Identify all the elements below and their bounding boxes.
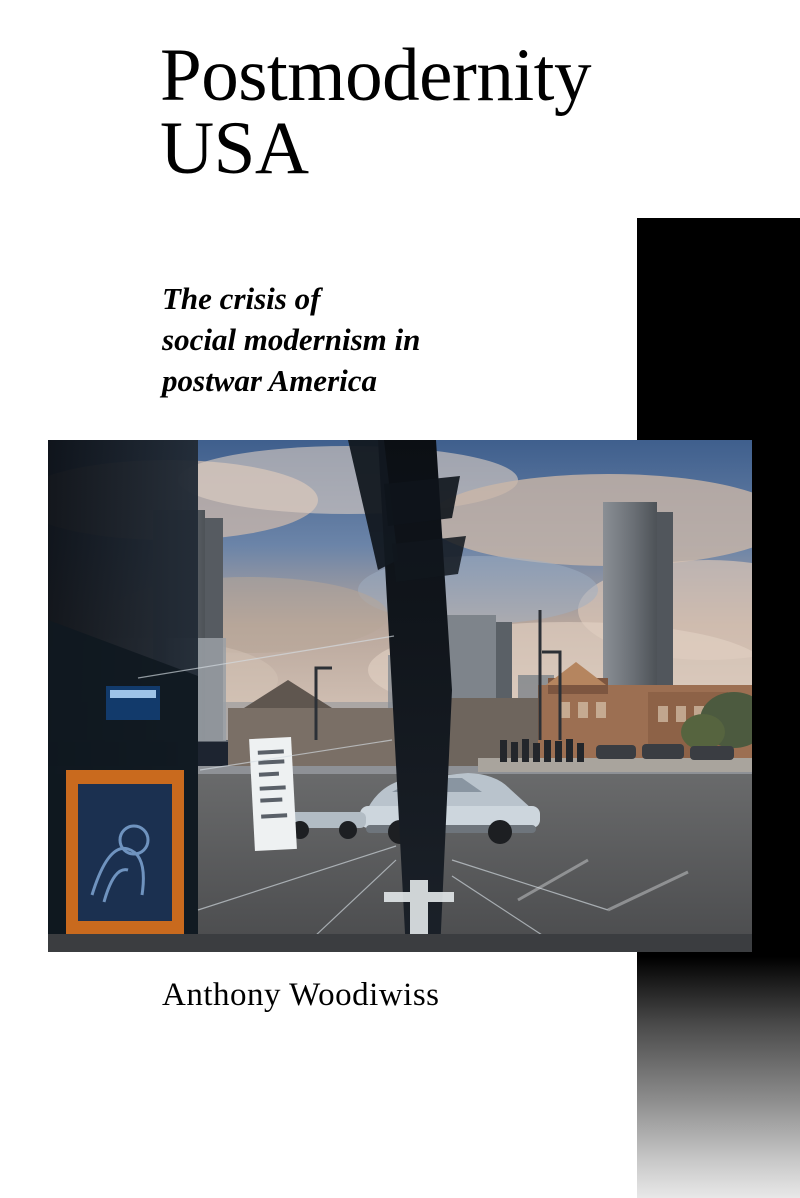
book-title xyxy=(160,34,760,190)
book-author: Anthony Woodiwiss xyxy=(162,977,440,1013)
book-title-line-1: Postmodernity xyxy=(160,34,592,117)
cover-photograph xyxy=(48,440,752,952)
book-subtitle-line-1: The crisis of xyxy=(162,281,321,316)
book-subtitle xyxy=(162,278,592,402)
book-subtitle-line-2: social modernism in xyxy=(162,322,421,358)
book-title-line-2: USA xyxy=(160,106,309,190)
book-subtitle-line-3: postwar America xyxy=(162,363,378,399)
